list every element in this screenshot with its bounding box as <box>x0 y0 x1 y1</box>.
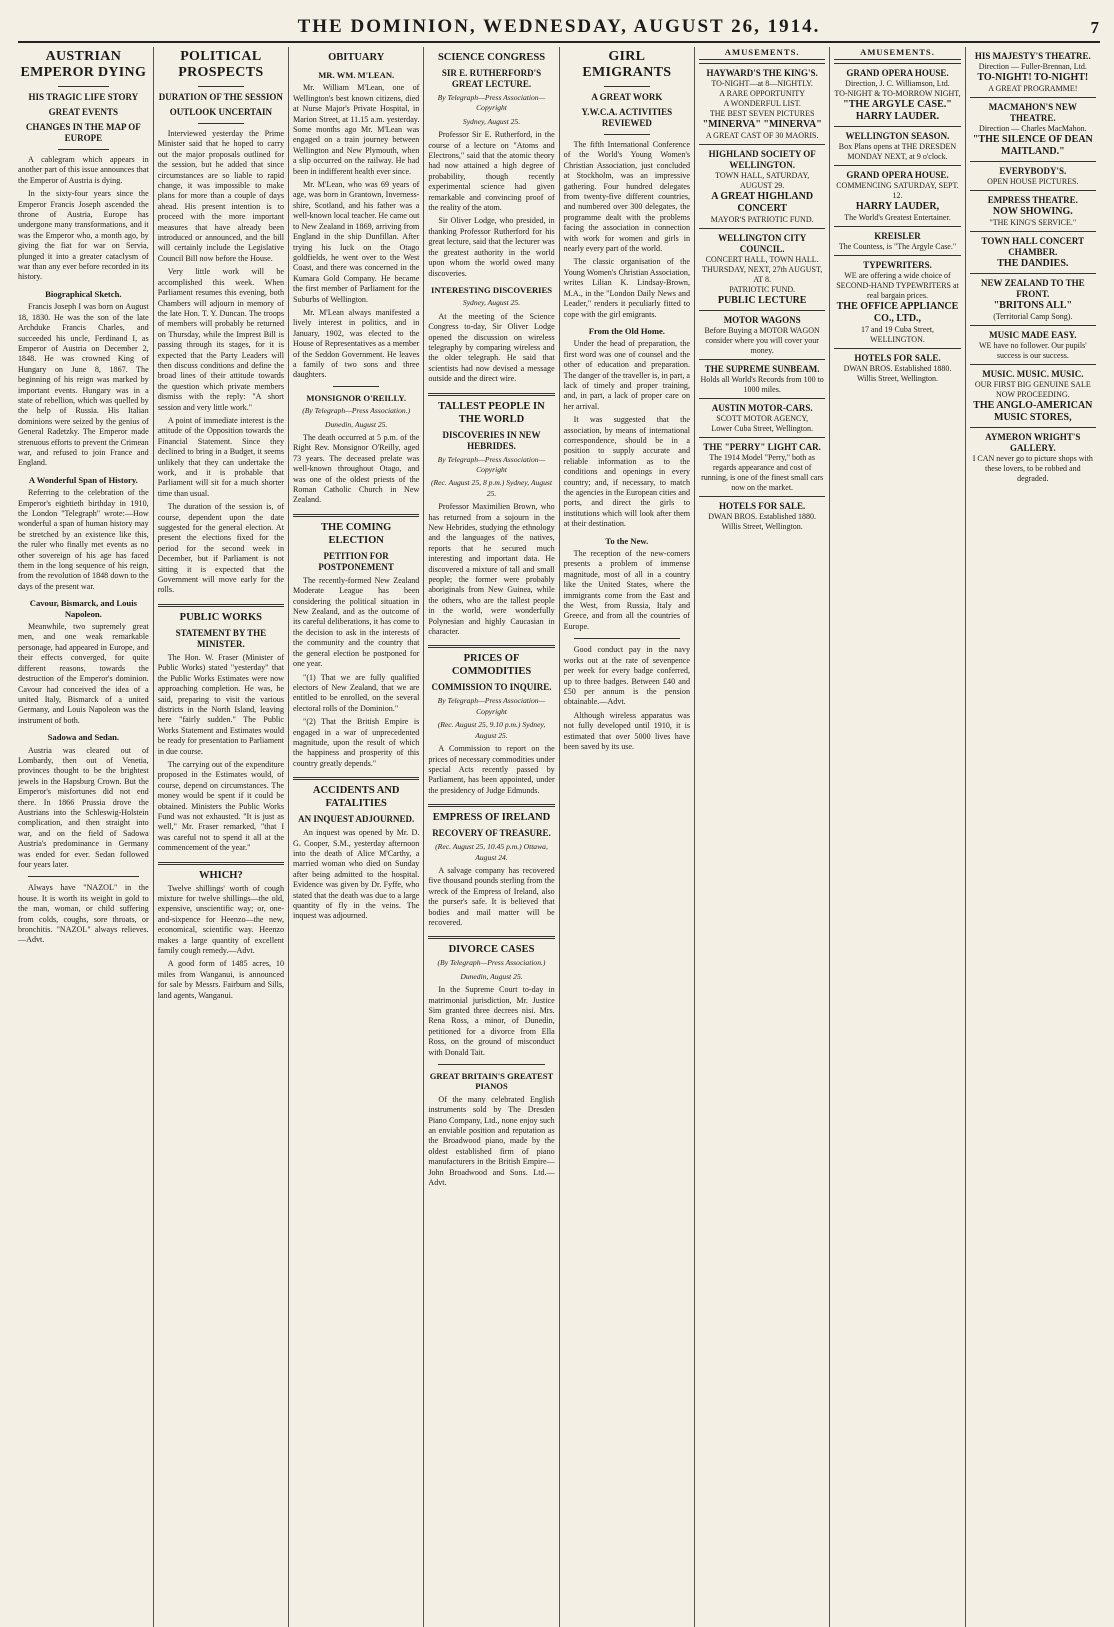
advert-city-council: WELLINGTON CITY COUNCIL. CONCERT HALL, TOWN HALL. THURSDAY, NEXT, 27th AUGUST, AT 8. PATRIOTIC FUND. PUBLIC LECTURE <box>699 228 825 310</box>
headline-prices: PRICES OF COMMODITIES <box>451 653 532 678</box>
paragraph: The Hon. W. Fraser (Minister of Public Works) stated "yesterday" that the Public Works Estimates were now approaching completion. He was, he said, preparing to visit the various districts in the North Island, leaving here "fairly sudden." The Public Works Statement and Estimates would be ready for presentation to Parliament in due course. <box>157 652 285 756</box>
paragraph: Mr. M'Lean always manifested a lively interest in politics, and in January, 1902, was elected to the House of Representatives as a member of the Seddon Government. He leaves a family of two sons and three daughters. <box>293 307 420 380</box>
headline-empress-ireland: EMPRESS OF IRELAND <box>432 812 551 824</box>
advert-grand-opera: GRAND OPERA HOUSE. Direction, J. C. Williamson, Ltd. TO-NIGHT & TO-MORROW NIGHT, "THE ARGYLE CASE." HARRY LAUDER. <box>834 63 960 126</box>
headline-girl-emigrants: GIRL EMIGRANTS <box>582 49 672 80</box>
subhead-treasure: RECOVERY OF TREASURE. <box>432 828 551 839</box>
subhead-great-events: GREAT EVENTS <box>48 107 119 117</box>
advert-highland-society: HIGHLAND SOCIETY OF WELLINGTON. TOWN HALL, SATURDAY, AUGUST 29. A GREAT HIGHLAND CONCERT MAYOR'S PATRIOTIC FUND. <box>699 144 825 228</box>
paragraph: "(1) That we are fully qualified electors of New Zealand, that we are entitled to be enrolled, on the several electoral rolls of the Dominion." <box>293 672 420 713</box>
subhead-map-changes: CHANGES IN THE MAP OF EUROPE <box>25 122 141 143</box>
subhead-rutherford: SIR E. RUTHERFORD'S GREAT LECTURE. <box>441 68 542 89</box>
subhead-inquest: AN INQUEST ADJOURNED. <box>298 814 415 825</box>
headline-obituary: OBITUARY <box>328 52 385 63</box>
advert-music-easy: MUSIC MADE EASY. WE have no follower. Our pupils' success is our success. <box>970 325 1096 364</box>
dateline: Sydney, August 25. <box>462 116 521 126</box>
column-amusements-3 <box>965 47 1100 1627</box>
paragraph: It was suggested that the association, by means of international correspondence, should be in a position to supply accurate and reliable information as to the conditions and openings in every country; and, if necessary, to match the agencies in the European cities and ports, and direct the girls to institutions which will look after them at their destination. <box>563 415 690 529</box>
paragraph: A point of immediate interest is the attitude of the Opposition towards the Financial Statement. Since they declined to bring in a Budget, it seems unlikely that they can undertake the work, and it is probable that Parliament will sit for a much shorter time than usual. <box>157 415 285 498</box>
column-political-prospects <box>153 47 288 1627</box>
dateline: Dunedin, August 25. <box>325 419 388 429</box>
paragraph: The classic organisation of the Young Women's Christian Association, writes Lilian K. Lindsay-Brown, M.A., in the "London Daily News and Leader," renders it peculiarly fitted to cope with the girl emigrants. <box>563 257 690 319</box>
headline-austrian-emperor: AUSTRIAN EMPEROR DYING <box>20 49 147 80</box>
advert-nz-to-front: NEW ZEALAND TO THE FRONT. "BRITONS ALL" (Territorial Camp Song). <box>970 273 1096 325</box>
section-heading: To the New. <box>605 535 649 546</box>
subhead-ywca: Y.W.C.A. ACTIVITIES REVIEWED <box>581 107 673 128</box>
section-heading: MONSIGNOR O'REILLY. <box>306 392 406 403</box>
paragraph: The carrying out of the expenditure proposed in the Estimates would, of course, depend on circumstances. The money would be spent if it could be obtained. Ministers the Public Works Fund was not exhausted. "It is just as well," Mr. Fraser remarked, "that I was careful not to spend it all at the commencement of the year." <box>157 759 285 853</box>
paragraph: Very little work will be accomplished this week. When Parliament resumes this evening, both Chambers will adjourn in memory of the late Hon. T. Y. Duncan. The troops of members will probably be returned on Thursday, while the Imprest Bill is passing through its stages, for it is expected that the Party Leaders will then discuss conditions and define the broad lines of their attitude towards the question which private members dismiss with the reply: "A short session and very little work." <box>157 267 285 412</box>
telegraph-tag: By Telegraph—Press Association—Copyright <box>437 696 546 716</box>
subhead-great-work: A GREAT WORK <box>591 92 663 102</box>
paragraph: The duration of the session is, of course, dependent upon the date suggested for the general election. At present the elections fixed for the period for the second week in December, but if Parliament is not sitting it is expected that the Government will move early for the rolls. <box>157 502 285 595</box>
paragraph: Of the many celebrated English instruments sold by The Dresden Piano Company, Ltd., none enjoy such an enviable position and reputation as the Broadwood piano, made by the oldest established firm of piano manufacturers in the British Empire—John Broadwood and Sons. Ltd.—Advt. <box>428 1094 555 1188</box>
advert-music-sale: MUSIC. MUSIC. MUSIC. OUR FIRST BIG GENUINE SALE NOW PROCEEDING. THE ANGLO-AMERICAN MUSIC STORES, <box>970 364 1096 427</box>
masthead <box>18 8 1100 43</box>
paragraph: Although wireless apparatus was not fully developed until 1910, it is estimated that over 5000 lives have been saved by its use. <box>563 710 690 751</box>
advert-hotels-2: HOTELS FOR SALE. DWAN BROS. Established 1880. Willis Street, Wellington. <box>834 348 960 387</box>
paragraph: Mr. M'Lean, who was 69 years of age, was born in Grantown, Inverness-shire, Scotland, and his father was a well-known local teacher. He came out to New Zealand in 1869, arriving from England in the ship Dunfillan. After trying his luck on the Otago goldfields, he went over to the West Coast, and there was concerned in the Kumara Gold Company. He became the first member of Parliament for the Suburbs of Wellington. <box>293 180 420 304</box>
paragraph: In the sixty-four years since the Emperor Francis Joseph ascended the throne of Austria, Europe has undergone many transformations, and it was the Emperor who, a month ago, by giving the fiat for war on Servia, plunged it into a greater cataclysm of war than any ever before recorded in its history. <box>18 189 149 282</box>
dateline: (Rec. August 25, 10.45 p.m.) Ottawa, August 24. <box>435 842 548 862</box>
paragraph: A good form of 1485 acres, 10 miles from Wanganui, is announced for sale by Messrs. Fairburn and Sills, land agents, Wanganui. <box>157 959 285 1000</box>
paragraph: Francis Joseph I was born on August 18, 1830. He was the son of the late Archduke Francis Charles, and succeeded his uncle, Ferdinand I, as Emperor of Austria on December 2, 1848. He was crowned King of Hungary on June 8, 1867. The beginning of his reign was marked by important events. Hungary was in a state of rebellion, which was quelled by the help of Russia. His Italian dominions were seized by the genius of General Radetzky. The Emperor made strenuous efforts to prevent the Crimean war, and refused to join France and England. <box>18 302 149 468</box>
headline-divorce: DIVORCE CASES <box>448 944 535 956</box>
advert-sunbeam: THE SUPREME SUNBEAM. Holds all World's Records from 100 to 1000 miles. <box>699 359 825 398</box>
paragraph: A salvage company has recovered five thousand pounds sterling from the wreck of the Empress of Ireland, also the purser's safe. It is believed that bodies and mail matter will be recovered. <box>428 865 555 927</box>
paragraph: The fifth International Conference of the World's Young Women's Christian Association, just concluded at Stockholm, was an impressive gathering. Four hundred delegates from twenty-five different countries, and numbered over 300 delegates, the programme dealt with the problems facing the association in connection with work for women and girls in nearly every part of the world. <box>563 140 690 254</box>
paragraph: The recently-formed New Zealand Moderate League has been considering the political situation in New Zealand, and as the outcome of its careful deliberations, it has come to the decision to ask in the interests of the community and the country that the general election be postponed for one year. <box>293 575 420 669</box>
subhead-outlook: OUTLOOK UNCERTAIN <box>169 107 272 117</box>
paragraph: Mr. William M'Lean, one of Wellington's best known citizens, died at Nurse Major's Private Hospital, in Marion Street, at 11.15 a.m. yesterday. Some months ago Mr. M'Lean was engaged on a train journey between Wellington and New Plymouth, when a slip occurred on the railway. He had been in indifferent health ever since. <box>293 83 420 176</box>
advert-town-hall: TOWN HALL CONCERT CHAMBER. THE DANDIES. <box>970 231 1096 273</box>
advert-kreisler: KREISLER The Countess, is "The Argyle Case." <box>834 226 960 255</box>
paragraph: A cablegram which appears in another part of this issue announces that the Emperor of Austria is dying. <box>18 155 149 185</box>
headline-political-prospects: POLITICAL PROSPECTS <box>178 49 264 80</box>
paragraph: In the Supreme Court to-day in matrimonial jurisdiction, Mr. Justice Sim granted three decrees nisi. Mrs. Rena Ross, a minor, of Dunedin, petitioned for a divorce from Ella Ross, on the ground of misconduct with Donald Tait. <box>428 985 555 1057</box>
section-heading: From the Old Home. <box>588 325 665 336</box>
section-heading: Biographical Sketch. <box>45 288 122 299</box>
paragraph: Meanwhile, two supremely great men, and one weak remarkable personage, had appeared in Europe, and their effects converged, for quite different reasons, towards the destruction of the Emperor's dominion. Cavour had conceived the idea of a united Italy, Bismarck of a united Germany, and Louis Napoleon was the instrument of both. <box>18 622 149 725</box>
paragraph: Good conduct pay in the navy works out at the rate of sevenpence per week for every badge conferred, up to three badges. Between £40 and £50 per annum is the pension obtainable.—Advt. <box>563 645 690 707</box>
telegraph-tag: By Telegraph—Press Association—Copyright <box>437 454 546 474</box>
headline-accidents: ACCIDENTS AND FATALITIES <box>312 785 400 810</box>
paragraph: Austria was cleared out of Lombardy, then out of Venetia, provinces thought to be the brightest jewels in the Hapsburg Crown. But the Emperor's misfortunes did not end there. In 1866 Prussia drove the Austrians into the Schleswig-Holstein complication, and then straight into war, and on the field of Sadowa Austria's predominance in Germany was ended for ever. Sedan followed four years later. <box>18 745 149 869</box>
paragraph: Sir Oliver Lodge, who presided, in thanking Professor Rutherford for his great lecture, said that the lecturer was the greatest authority in the world upon whom the world owed many discoveries. <box>428 216 555 278</box>
paragraph: Professor Maximilien Brown, who has returned from a sojourn in the New Hebrides, studying the ethnology and the languages of the natives, reports that he secured much interesting and important data. He discovered a mixture of tall and small people; the former were probably aboriginals from New Guinea, while the others, who are the tallest people in the world, were wonderfully Polynesian and highly Caucasian in character. <box>428 502 555 637</box>
advert-kings-theatre: HAYWARD'S THE KING'S. TO-NIGHT—at 8—NIGHTLY. A RARE OPPORTUNITY A WONDERFUL LIST. THE BEST SEVEN PICTURES "MINERVA" "MINERVA" A GREAT CAST OF 30 MAORIS. <box>699 63 825 144</box>
paragraph: "(2) That the British Empire is engaged in a war of unprecedented magnitude, upon the result of which the happiness and prosperity of this country greatly depends." <box>293 717 420 768</box>
headline-science-congress: SCIENCE CONGRESS <box>437 52 546 63</box>
advert-empress-theatre: EMPRESS THEATRE. NOW SHOWING. "THE KING'S SERVICE." <box>970 190 1096 231</box>
advert-typewriters: TYPEWRITERS. WE are offering a wide choice of SECOND-HAND TYPEWRITERS at real bargain prices. THE OFFICE APPLIANCE CO., LTD., 17 and 19 Cuba Street, WELLINGTON. <box>834 255 960 348</box>
subhead-minister: STATEMENT BY THE MINISTER. <box>175 627 267 649</box>
paragraph: Under the head of preparation, the first word was one of counsel and the other of education and preparation. The danger of the traveller is, in part, a lack of timely and proper training, and, in part, a lack of proper care on her arrival. <box>563 339 690 411</box>
advertisement-nazol: Always have "NAZOL" in the house. It is worth its weight in gold to the man, woman, or child suffering from colds, coughs, sore throats, or bronchitis. "NAZOL" always relieves.—Advt. <box>18 883 149 945</box>
advert-perry-car: THE "PERRY" LIGHT CAR. The 1914 Model "Perry," both as regards appearance and cost of running, is one of the finest small cars now on the market. <box>699 437 825 496</box>
dateline: (Rec. August 25, 9.10 p.m.) Sydney, August 25. <box>437 720 546 740</box>
headline-public-works: PUBLIC WORKS <box>179 611 263 623</box>
paragraph: Referring to the celebration of the Emperor's eightieth birthday in 1910, the London "Telegraph" wrote:—How wonderful a span of human history may be stretched by an existence like this, the ruler who finally met events as no other sovereign of his age has faced them in the long sequence of his reign, from the revolution of 1848 down to the days of the present war. <box>18 488 149 591</box>
column-science-congress <box>423 47 558 1627</box>
advert-aymeron-gallery: AYMERON WRIGHT'S GALLERY. I CAN never go to picture shops with these lovers, to be robbed and degraded. <box>970 427 1096 487</box>
obituary-name: MR. WM. M'LEAN. <box>318 70 395 80</box>
dateline: (Rec. August 25, 8 p.m.) Sydney, August 25. <box>431 478 552 498</box>
advert-austin: AUSTIN MOTOR-CARS. SCOTT MOTOR AGENCY, Lower Cuba Street, Wellington. <box>699 398 825 437</box>
page-number: 7 <box>1090 18 1100 37</box>
telegraph-tag: (By Telegraph—Press Association.) <box>437 958 546 968</box>
paragraph: The death occurred at 5 p.m. of the Right Rev. Monsignor O'Reilly, aged 73 years. The deceased prelate was well-known throughout Otago, and was one of the oldest priests of the Roman Catholic Church in New Zealand. <box>293 433 420 505</box>
paragraph: A Commission to report on the prices of necessary commodities under special Acts recently passed by Parliament, has been appointed, under the presidency of Judge Edmunds. <box>428 744 555 795</box>
section-heading: Cavour, Bismarck, and Louis Napoleon. <box>29 598 137 619</box>
dateline: Dunedin, August 25. <box>460 971 523 981</box>
section-heading: GREAT BRITAIN'S GREATEST PIANOS <box>429 1071 554 1092</box>
advert-motor-wagons: MOTOR WAGONS Before Buying a MOTOR WAGON consider where you will cover your money. <box>699 310 825 359</box>
headline-coming-election: THE COMING ELECTION <box>321 521 392 546</box>
paragraph: At the meeting of the Science Congress to-day, Sir Oliver Lodge opened the discussion on wireless telegraphy by comparing wireless and the older telegraph. He said that scientists had now devised a message outside and the direct wire. <box>428 311 555 384</box>
column-austrian-emperor <box>18 47 153 1627</box>
column-amusements-1 <box>694 47 829 1627</box>
headline-which: WHICH? <box>198 869 243 881</box>
subhead-commission: COMMISSION TO INQUIRE. <box>431 682 552 693</box>
paragraph: Professor Sir E. Rutherford, in the course of a lecture on "Atoms and Electrons," said that the atomic theory had now attained a high degree of probability, though recently experimental science had given remarkable and convincing proof of the reality of the atom. <box>428 130 555 213</box>
telegraph-tag: By Telegraph—Press Association—Copyright <box>437 93 546 113</box>
paragraph: An inquest was opened by Mr. D. G. Cooper, S.M., yesterday afternoon into the death of Alice M'Carthy, a married woman who died on Sunday after being admitted to the hospital. Evidence was given by Dr. Fyffe, who stated that the death was due to a large quantity of fly in the veins. The inquest was adjourned. <box>293 828 420 921</box>
headline-tallest-people: TALLEST PEOPLE IN THE WORLD <box>438 400 545 425</box>
advert-hotels: HOTELS FOR SALE. DWAN BROS. Established 1880. Willis Street, Wellington. <box>699 496 825 535</box>
subhead-tragic-life: HIS TRAGIC LIFE STORY <box>28 92 139 102</box>
paragraph: Interviewed yesterday the Prime Minister said that he hoped to carry out the major proposals outlined for the session, but he added that since circumstances are so liable to rapid change, it was impossible to make plans for more than a couple of days ahead. His present intention is to proceed with the more important measures that have already been introduced or announced, and the bill will certainly include the Legislative Council Bill now before the House. <box>157 129 285 263</box>
advert-his-majestys: HIS MAJESTY'S THEATRE. Direction — Fuller-Brennan, Ltd. TO-NIGHT! TO-NIGHT! A GREAT PROGRAMME! <box>974 51 1091 93</box>
column-obituary <box>288 47 423 1627</box>
telegraph-tag: (By Telegraph—Press Association.) <box>302 406 411 416</box>
advert-wellington-season: WELLINGTON SEASON. Box Plans opens at THE DRESDEN MONDAY NEXT, at 9 o'clock. <box>834 126 960 165</box>
section-heading: Sadowa and Sedan. <box>47 732 120 743</box>
column-girl-emigrants <box>559 47 694 1627</box>
column-amusements-2 <box>829 47 964 1627</box>
paragraph: The reception of the new-comers presents a problem of immense magnitude, most of all in a country like the United States, where the immigrants come from the East and the West, from Russia, Italy and Greece, and from all the countries of Europe. <box>563 549 690 631</box>
advert-grand-opera-2: GRAND OPERA HOUSE. COMMENCING SATURDAY, SEPT. 12. HARRY LAUDER, The World's Greatest Entertainer. <box>834 165 960 226</box>
advert-everybodys: EVERYBODY'S. OPEN HOUSE PICTURES. <box>970 161 1096 190</box>
amusements-title: AMUSEMENTS. <box>699 47 825 60</box>
masthead-title: THE DOMINION, WEDNESDAY, AUGUST 26, 1914. <box>297 16 821 37</box>
section-heading: A Wonderful Span of History. <box>28 474 138 485</box>
columns <box>18 47 1100 1627</box>
subhead-session: DURATION OF THE SESSION <box>158 92 283 102</box>
subhead-postponement: PETITION FOR POSTPONEMENT <box>318 550 394 572</box>
paragraph: Twelve shillings' worth of cough mixture for twelve shillings—the old, expensive, unscientific way; or, one-and-sixpence for Heenzo—the new, economical, scientific way. Heenzo makes a large quantity of excellent family cough remedy.—Advt. <box>157 883 285 956</box>
advert-macmahons: MACMAHON'S NEW THEATRE. Direction — Charles MacMahon. "THE SILENCE OF DEAN MAITLAND." <box>970 97 1096 161</box>
section-heading: INTERESTING DISCOVERIES <box>430 284 553 295</box>
dateline: Sydney, August 25. <box>462 298 521 308</box>
subhead-new-hebrides: DISCOVERIES IN NEW HEBRIDES. <box>442 429 541 451</box>
amusements-title: AMUSEMENTS. <box>834 47 960 60</box>
